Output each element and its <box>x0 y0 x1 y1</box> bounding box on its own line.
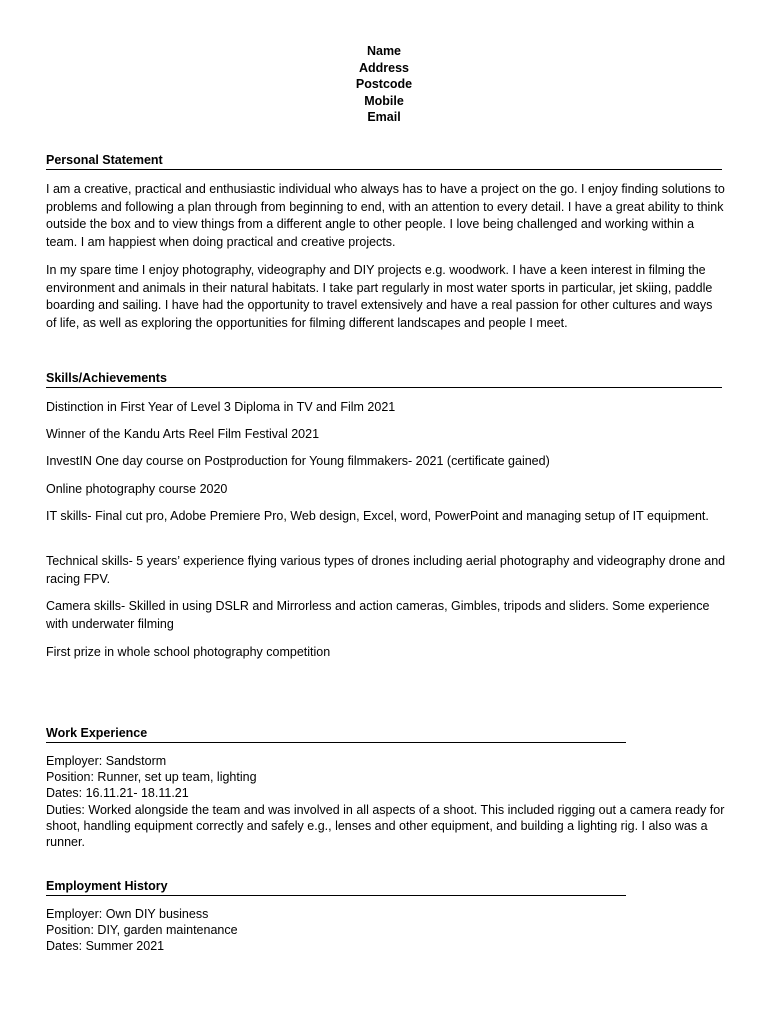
skill-item: InvestIN One day course on Postproduction for Young filmmakers- 2021 (certificate gained) <box>46 454 550 468</box>
skills-heading: Skills/Achievements <box>46 371 722 388</box>
work-dates: Dates: 16.11.21- 18.11.21 <box>46 786 189 801</box>
personal-statement-heading: Personal Statement <box>46 153 722 170</box>
history-dates: Dates: Summer 2021 <box>46 939 165 954</box>
work-experience-details <box>46 753 726 850</box>
contact-header <box>0 43 768 126</box>
mobile-line: Mobile <box>364 93 404 108</box>
work-employer: Employer: Sandstorm <box>46 754 167 768</box>
history-employer: Employer: Own DIY business <box>46 907 209 921</box>
personal-statement-paragraph-1: I am a creative, practical and enthusiastic individual who always has to have a project on the go. I enjoy finding solutions to problems and following a plan through from beginning to end, with an attention to every detail. I have a great ability to think outside the box and to view things from a different angle to other people. I love being challenged and working within a team. I am happiest when doing practical and creative projects. <box>46 182 725 249</box>
skill-item: First prize in whole school photography competition <box>46 645 331 659</box>
address-line: Address <box>358 60 410 75</box>
employment-history-details <box>46 906 726 955</box>
work-duties: Duties: Worked alongside the team and was involved in all aspects of a shoot. This included rigging out a camera ready for shoot, handling equipment correctly and safely e.g., lenses and other equipment, and building a lighting rig. I also was a runner. <box>46 802 725 850</box>
skill-item: Camera skills- Skilled in using DSLR and Mirrorless and action cameras, Gimbles, tripods and sliders. Some experience with underwater filming <box>46 599 710 631</box>
skill-item: Winner of the Kandu Arts Reel Film Festival 2021 <box>46 427 320 441</box>
skill-item: Distinction in First Year of Level 3 Diploma in TV and Film 2021 <box>46 400 396 414</box>
employment-history-heading: Employment History <box>46 879 626 896</box>
work-position: Position: Runner, set up team, lighting <box>46 770 257 785</box>
personal-statement-paragraph-2: In my spare time I enjoy photography, videography and DIY projects e.g. woodwork. I have a keen interest in filming the environment and animals in their natural habitats. I take part regularly in most water sports in particular, jet skiing, paddle boarding and sailing. I have had the opportunity to travel extensively and have a real passion for other cultures and ways of life, as well as exploring the opportunities for filming different landscapes and people I meet. <box>46 263 713 330</box>
skill-item: IT skills- Final cut pro, Adobe Premiere Pro, Web design, Excel, word, PowerPoint and managing setup of IT equipment. <box>46 509 709 523</box>
postcode-line: Postcode <box>355 77 413 91</box>
email-line: Email <box>367 110 401 124</box>
name-line: Name <box>366 44 402 58</box>
skill-item: Online photography course 2020 <box>46 482 228 496</box>
skill-item: Technical skills- 5 years’ experience flying various types of drones including aerial photography and videography drone and racing FPV. <box>46 554 726 586</box>
work-experience-heading: Work Experience <box>46 726 626 743</box>
history-position: Position: DIY, garden maintenance <box>46 923 238 938</box>
